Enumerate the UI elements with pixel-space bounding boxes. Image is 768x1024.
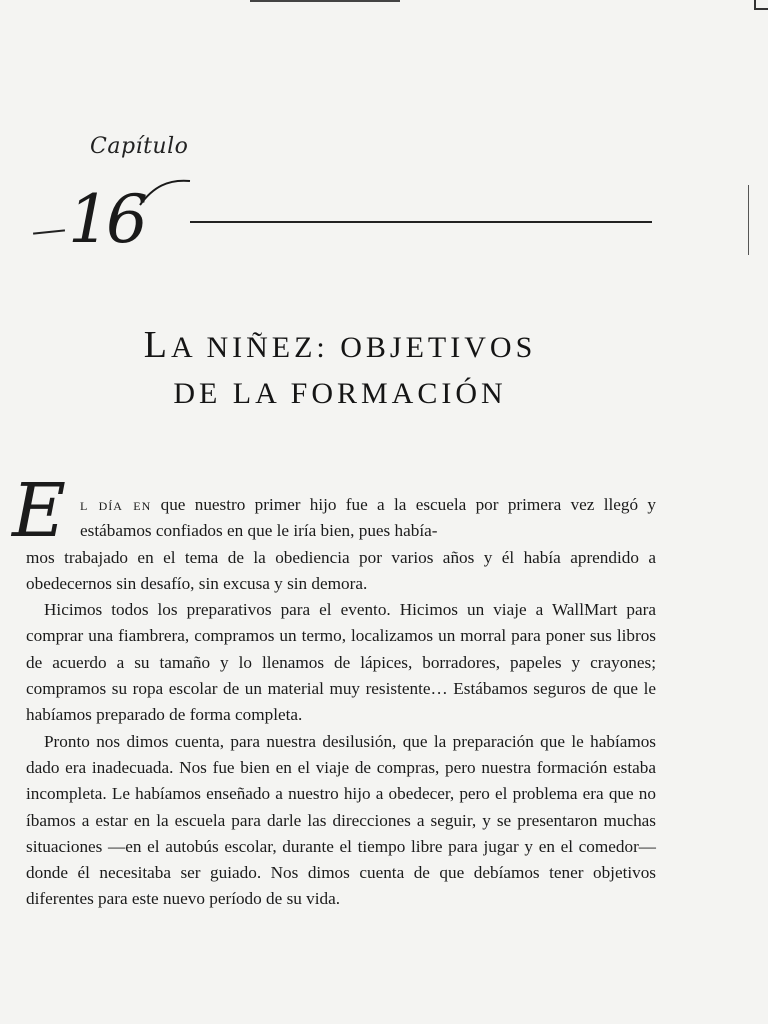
chapter-title — [40, 322, 640, 417]
title-line1: A NIÑEZ: OBJETIVOS — [170, 331, 537, 365]
paragraph-1-opening — [26, 492, 656, 545]
paragraph-1-rest: mos trabajado en el tema de la obediencia por varios años y él había aprendido a obedecernos sin desafío, sin excusa y sin demora. — [26, 547, 656, 593]
right-edge-mark — [748, 185, 749, 255]
title-line2: DE LA FORMACIÓN — [173, 377, 507, 411]
chapter-number-flourish — [138, 177, 198, 207]
chapter-label: Capítulo — [90, 134, 189, 159]
paragraph-1-line-2: vez llegó y estábamos confiados en que le iría bien, pues había- — [80, 495, 657, 541]
corner-crop-mark — [754, 0, 768, 10]
opening-smallcaps: l día en — [80, 495, 152, 514]
title-initial: L — [143, 324, 171, 367]
chapter-number: 16 — [68, 181, 144, 258]
paragraph-2: Hicimos todos los preparativos para el evento. Hicimos un viaje a WallMart para comprar una fiambrera, compramos un termo, localizamos un morral para poner sus libros de acuerdo a su tamaño y lo llenamos de lápices, borradores, papeles y crayones; compramos su ropa escolar de un material muy resistente… Estábamos seguros de que le habíamos preparado de forma completa. — [26, 600, 656, 725]
drop-cap: E — [12, 468, 67, 554]
paragraph-1-line-1: que nuestro primer hijo fue a la escuela por primera — [160, 495, 562, 514]
chapter-body — [26, 492, 656, 913]
top-edge-rule — [250, 0, 400, 2]
paragraph-3: Pronto nos dimos cuenta, para nuestra desilusión, que la preparación que le habíamos dado era inadecuada. Nos fue bien en el viaje de compras, pero nuestra formación estaba incompleta. Le habíamos enseñado a nuestro hijo a obedecer, pero el problema era que no íbamos a estar en la escuela para darle las direcciones a seguir, y se presentaron muchas situaciones —en el autobús escolar, durante el tiempo libre para jugar y en el comedor— donde él necesitaba ser guiado. Nos dimos cuenta de que debíamos tener objetivos diferentes para este nuevo período de su vida. — [26, 731, 656, 909]
chapter-rule — [190, 221, 652, 223]
chapter-number-dash — [33, 229, 65, 234]
